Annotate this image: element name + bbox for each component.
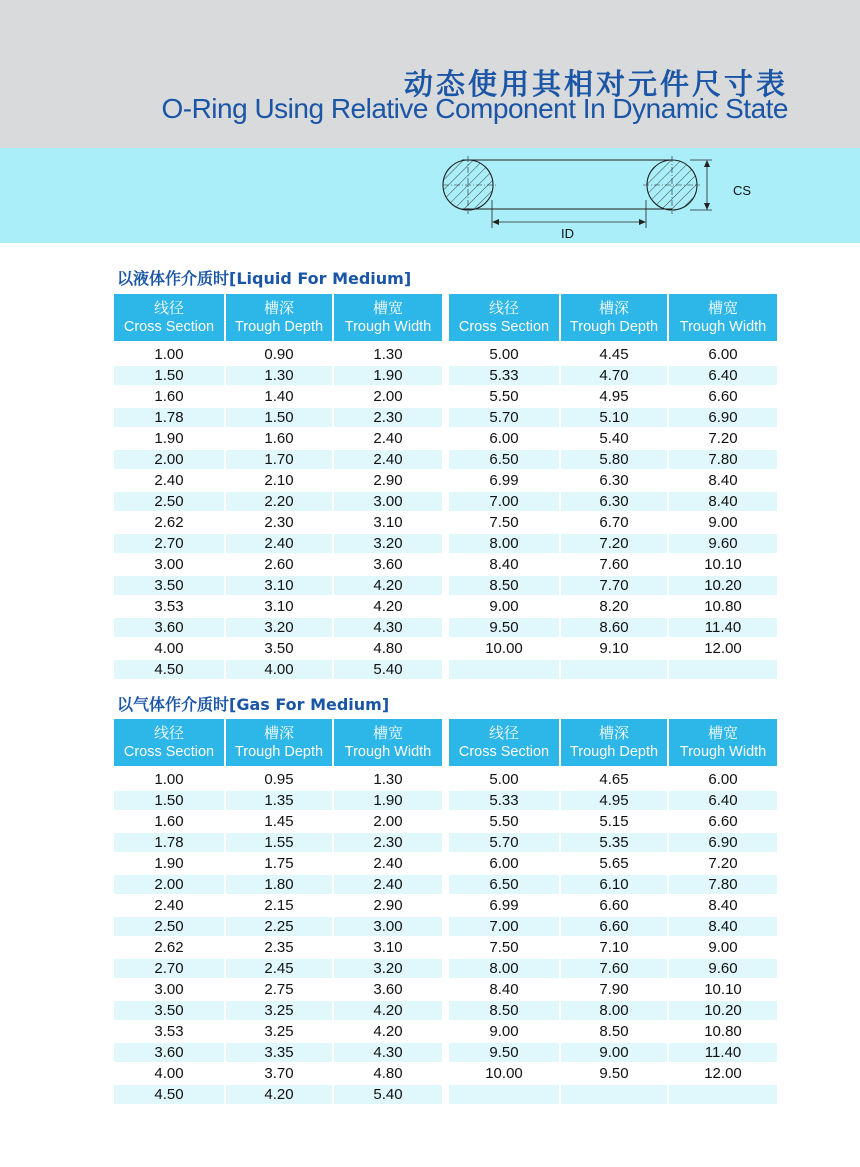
cell-trough-depth: 5.10 [561, 406, 669, 427]
cell-trough-depth: 2.75 [226, 978, 334, 999]
cell-trough-width: 6.90 [669, 831, 777, 852]
cell-trough-width [669, 658, 777, 679]
table-row [449, 873, 777, 894]
cell-cross-section: 3.00 [114, 553, 226, 574]
cell-trough-depth: 2.40 [226, 532, 334, 553]
cell-trough-width: 2.90 [334, 469, 442, 490]
cell-trough-width: 1.30 [334, 766, 442, 789]
cell-cross-section: 8.40 [449, 978, 561, 999]
table-row [114, 511, 442, 532]
table-row [449, 831, 777, 852]
cell-trough-width: 2.00 [334, 385, 442, 406]
id-label: ID [561, 226, 574, 241]
cell-trough-depth: 2.20 [226, 490, 334, 511]
cell-trough-depth: 1.35 [226, 789, 334, 810]
gas-section-title: 以气体作介质时[Gas For Medium] [117, 695, 390, 714]
cell-cross-section: 5.50 [449, 810, 561, 831]
cell-cross-section: 8.00 [449, 957, 561, 978]
cell-cross-section: 7.00 [449, 915, 561, 936]
cell-trough-width: 9.00 [669, 936, 777, 957]
cell-trough-width: 2.40 [334, 427, 442, 448]
page-title-chinese: 动态使用其相对元件尺寸表 [403, 67, 788, 101]
cell-cross-section: 1.60 [114, 810, 226, 831]
cell-cross-section: 2.62 [114, 936, 226, 957]
table-row [114, 341, 442, 364]
table-row [449, 448, 777, 469]
table-row [449, 511, 777, 532]
cell-trough-depth: 8.60 [561, 616, 669, 637]
cell-trough-depth: 3.25 [226, 1020, 334, 1041]
table-row [114, 469, 442, 490]
header-trough-width: 槽宽 Trough Width [669, 294, 777, 341]
table-row [449, 406, 777, 427]
cell-cross-section: 3.50 [114, 999, 226, 1020]
cell-trough-width: 3.00 [334, 490, 442, 511]
table-row [449, 810, 777, 831]
table-row [114, 999, 442, 1020]
table-row [114, 789, 442, 810]
table-row [449, 936, 777, 957]
table-row [449, 915, 777, 936]
cell-trough-width: 9.60 [669, 957, 777, 978]
table-row [114, 810, 442, 831]
header-trough-width: 槽宽 Trough Width [669, 719, 777, 766]
cell-cross-section: 2.62 [114, 511, 226, 532]
cell-trough-depth: 1.75 [226, 852, 334, 873]
cell-trough-depth: 7.60 [561, 553, 669, 574]
table-row [114, 406, 442, 427]
cell-cross-section: 5.33 [449, 364, 561, 385]
cell-trough-width: 3.10 [334, 511, 442, 532]
cell-trough-depth: 9.00 [561, 1041, 669, 1062]
header-trough-depth: 槽深 Trough Depth [226, 294, 334, 341]
cell-cross-section: 4.00 [114, 1062, 226, 1083]
gas-left-table [114, 719, 442, 1104]
cell-trough-width: 2.90 [334, 894, 442, 915]
cell-trough-depth: 1.45 [226, 810, 334, 831]
cell-trough-depth: 1.55 [226, 831, 334, 852]
cell-trough-width: 3.60 [334, 978, 442, 999]
cell-cross-section: 1.00 [114, 766, 226, 789]
cell-trough-depth: 1.70 [226, 448, 334, 469]
cell-cross-section: 6.99 [449, 469, 561, 490]
cell-trough-depth [561, 658, 669, 679]
cell-cross-section: 4.00 [114, 637, 226, 658]
cell-trough-depth: 1.30 [226, 364, 334, 385]
cell-trough-width: 12.00 [669, 637, 777, 658]
cell-trough-depth: 1.40 [226, 385, 334, 406]
cell-trough-depth: 2.25 [226, 915, 334, 936]
cell-trough-width: 1.30 [334, 341, 442, 364]
table-row [449, 637, 777, 658]
cell-trough-width: 8.40 [669, 915, 777, 936]
cell-trough-depth: 6.30 [561, 490, 669, 511]
table-row [449, 595, 777, 616]
cell-trough-depth: 1.80 [226, 873, 334, 894]
cell-cross-section: 10.00 [449, 1062, 561, 1083]
cell-trough-depth: 0.95 [226, 766, 334, 789]
cell-trough-width: 4.20 [334, 999, 442, 1020]
cell-trough-width: 10.20 [669, 574, 777, 595]
cell-trough-depth: 6.70 [561, 511, 669, 532]
cell-trough-depth: 4.65 [561, 766, 669, 789]
cell-cross-section: 1.78 [114, 831, 226, 852]
table-row [114, 936, 442, 957]
cell-cross-section: 3.00 [114, 978, 226, 999]
table-row [449, 469, 777, 490]
cell-trough-depth: 5.80 [561, 448, 669, 469]
cell-trough-depth: 4.95 [561, 789, 669, 810]
table-row [114, 978, 442, 999]
cell-trough-width: 3.20 [334, 532, 442, 553]
table-row [114, 427, 442, 448]
cell-cross-section: 2.50 [114, 490, 226, 511]
cell-cross-section: 2.00 [114, 873, 226, 894]
cell-trough-width: 3.10 [334, 936, 442, 957]
cell-trough-depth: 2.10 [226, 469, 334, 490]
cell-cross-section: 5.00 [449, 766, 561, 789]
cell-cross-section: 3.53 [114, 1020, 226, 1041]
cell-trough-depth: 2.60 [226, 553, 334, 574]
cell-trough-depth: 5.15 [561, 810, 669, 831]
cell-trough-depth: 6.60 [561, 894, 669, 915]
cell-trough-depth: 4.70 [561, 364, 669, 385]
cell-trough-width: 12.00 [669, 1062, 777, 1083]
cell-trough-depth: 8.20 [561, 595, 669, 616]
cell-cross-section: 2.40 [114, 894, 226, 915]
table-row [449, 852, 777, 873]
cell-trough-depth: 4.45 [561, 341, 669, 364]
cell-trough-width: 6.00 [669, 766, 777, 789]
table-row [114, 490, 442, 511]
cell-trough-width: 3.60 [334, 553, 442, 574]
cell-trough-width: 7.20 [669, 852, 777, 873]
cell-trough-depth [561, 1083, 669, 1104]
cell-trough-depth: 4.00 [226, 658, 334, 679]
cell-trough-width: 9.00 [669, 511, 777, 532]
cell-trough-depth: 2.45 [226, 957, 334, 978]
cell-trough-width: 8.40 [669, 469, 777, 490]
cell-cross-section: 1.90 [114, 427, 226, 448]
cell-cross-section: 2.40 [114, 469, 226, 490]
table-row [114, 873, 442, 894]
header-cross-section: 线径 Cross Section [114, 719, 226, 766]
table-row [114, 1083, 442, 1104]
cell-cross-section: 6.00 [449, 427, 561, 448]
cell-trough-depth: 2.35 [226, 936, 334, 957]
cell-cross-section: 7.00 [449, 490, 561, 511]
cell-trough-depth: 3.10 [226, 574, 334, 595]
table-row [114, 532, 442, 553]
table-row [114, 595, 442, 616]
cell-cross-section: 6.50 [449, 873, 561, 894]
cs-label: CS [733, 183, 752, 198]
cell-cross-section: 9.00 [449, 1020, 561, 1041]
cell-trough-width: 10.80 [669, 1020, 777, 1041]
cell-trough-width: 4.80 [334, 1062, 442, 1083]
cell-trough-width: 4.30 [334, 616, 442, 637]
table-row [449, 532, 777, 553]
cell-cross-section: 1.50 [114, 789, 226, 810]
cell-trough-width: 11.40 [669, 616, 777, 637]
table-row [449, 341, 777, 364]
cell-trough-depth: 9.50 [561, 1062, 669, 1083]
cell-cross-section: 7.50 [449, 936, 561, 957]
cell-trough-width [669, 1083, 777, 1104]
cell-cross-section: 9.50 [449, 1041, 561, 1062]
cell-trough-width: 6.60 [669, 810, 777, 831]
cell-trough-width: 10.20 [669, 999, 777, 1020]
cell-trough-depth: 3.25 [226, 999, 334, 1020]
cell-cross-section: 1.78 [114, 406, 226, 427]
cell-trough-width: 6.60 [669, 385, 777, 406]
cell-cross-section: 2.70 [114, 957, 226, 978]
cell-cross-section: 6.50 [449, 448, 561, 469]
cell-trough-width: 6.00 [669, 341, 777, 364]
cell-trough-depth: 5.40 [561, 427, 669, 448]
liquid-section-title: 以液体作介质时[Liquid For Medium] [117, 269, 412, 288]
cell-trough-depth: 0.90 [226, 341, 334, 364]
cell-trough-depth: 3.35 [226, 1041, 334, 1062]
cell-trough-width: 2.40 [334, 448, 442, 469]
cell-cross-section: 8.50 [449, 574, 561, 595]
table-row [449, 1020, 777, 1041]
cell-cross-section: 5.33 [449, 789, 561, 810]
header-trough-width: 槽宽 Trough Width [334, 294, 442, 341]
table-row [114, 1041, 442, 1062]
cell-trough-depth: 7.70 [561, 574, 669, 595]
table-row [114, 637, 442, 658]
cell-trough-width: 2.30 [334, 406, 442, 427]
cell-trough-depth: 3.20 [226, 616, 334, 637]
table-row [449, 1083, 777, 1104]
table-row [449, 574, 777, 595]
cell-trough-width: 4.20 [334, 574, 442, 595]
cell-cross-section [449, 1083, 561, 1104]
cell-cross-section: 1.60 [114, 385, 226, 406]
table-row [114, 852, 442, 873]
table-row [449, 957, 777, 978]
cell-trough-width: 2.00 [334, 810, 442, 831]
cell-cross-section: 4.50 [114, 1083, 226, 1104]
cell-trough-depth: 3.50 [226, 637, 334, 658]
cell-trough-width: 5.40 [334, 658, 442, 679]
cell-trough-width: 7.20 [669, 427, 777, 448]
cell-trough-depth: 4.20 [226, 1083, 334, 1104]
cell-cross-section: 4.50 [114, 658, 226, 679]
cell-trough-width: 10.10 [669, 978, 777, 999]
cell-trough-width: 7.80 [669, 873, 777, 894]
cell-trough-width: 1.90 [334, 789, 442, 810]
table-row [114, 957, 442, 978]
cell-trough-width: 10.10 [669, 553, 777, 574]
table-row [449, 1041, 777, 1062]
table-row [449, 490, 777, 511]
cell-cross-section: 5.70 [449, 406, 561, 427]
liquid-left-table [114, 294, 442, 679]
table-row [449, 1062, 777, 1083]
table-row [114, 831, 442, 852]
table-row [114, 1062, 442, 1083]
cell-trough-depth: 9.10 [561, 637, 669, 658]
cell-trough-depth: 8.50 [561, 1020, 669, 1041]
cell-trough-depth: 8.00 [561, 999, 669, 1020]
table-row [114, 616, 442, 637]
table-row [449, 658, 777, 679]
header-trough-width: 槽宽 Trough Width [334, 719, 442, 766]
liquid-right-table [449, 294, 777, 679]
cell-trough-depth: 6.60 [561, 915, 669, 936]
table-row [449, 978, 777, 999]
cell-trough-depth: 6.10 [561, 873, 669, 894]
cell-trough-width: 8.40 [669, 894, 777, 915]
cell-trough-depth: 1.50 [226, 406, 334, 427]
header-cross-section: 线径 Cross Section [449, 719, 561, 766]
cell-trough-width: 11.40 [669, 1041, 777, 1062]
cell-trough-depth: 7.20 [561, 532, 669, 553]
cell-trough-width: 1.90 [334, 364, 442, 385]
header-band [0, 0, 860, 148]
cell-trough-width: 9.60 [669, 532, 777, 553]
header-cross-section: 线径 Cross Section [449, 294, 561, 341]
cell-trough-width: 7.80 [669, 448, 777, 469]
cell-trough-width: 6.40 [669, 789, 777, 810]
table-row [114, 574, 442, 595]
cell-trough-width: 4.20 [334, 595, 442, 616]
table-row [449, 553, 777, 574]
cell-cross-section: 6.00 [449, 852, 561, 873]
cell-trough-width: 2.40 [334, 852, 442, 873]
cell-cross-section: 5.50 [449, 385, 561, 406]
header-trough-depth: 槽深 Trough Depth [561, 719, 669, 766]
cell-trough-width: 10.80 [669, 595, 777, 616]
cell-trough-width: 8.40 [669, 490, 777, 511]
cell-cross-section: 2.00 [114, 448, 226, 469]
table-row [114, 658, 442, 679]
cell-trough-depth: 5.35 [561, 831, 669, 852]
table-row [449, 427, 777, 448]
cell-cross-section: 1.50 [114, 364, 226, 385]
cell-trough-depth: 6.30 [561, 469, 669, 490]
cell-cross-section: 6.99 [449, 894, 561, 915]
cell-trough-depth: 3.10 [226, 595, 334, 616]
cell-trough-width: 3.20 [334, 957, 442, 978]
cell-cross-section: 1.00 [114, 341, 226, 364]
table-row [114, 364, 442, 385]
cell-cross-section: 8.00 [449, 532, 561, 553]
table-row [114, 915, 442, 936]
cell-trough-depth: 7.90 [561, 978, 669, 999]
cell-trough-depth: 2.30 [226, 511, 334, 532]
cell-trough-depth: 1.60 [226, 427, 334, 448]
cell-cross-section: 9.00 [449, 595, 561, 616]
table-row [449, 385, 777, 406]
cell-cross-section: 5.70 [449, 831, 561, 852]
table-row [449, 789, 777, 810]
cell-cross-section: 9.50 [449, 616, 561, 637]
table-row [449, 616, 777, 637]
cell-cross-section: 3.60 [114, 1041, 226, 1062]
diagram-band [0, 148, 860, 243]
cell-trough-depth: 5.65 [561, 852, 669, 873]
cell-trough-depth: 3.70 [226, 1062, 334, 1083]
cell-trough-width: 4.80 [334, 637, 442, 658]
cell-cross-section: 1.90 [114, 852, 226, 873]
cell-trough-depth: 4.95 [561, 385, 669, 406]
cell-trough-width: 5.40 [334, 1083, 442, 1104]
table-row [114, 766, 442, 789]
gas-right-table [449, 719, 777, 1104]
cell-cross-section: 3.60 [114, 616, 226, 637]
o-ring-cross-section-diagram [0, 148, 860, 243]
table-row [449, 364, 777, 385]
cell-trough-depth: 7.60 [561, 957, 669, 978]
cell-trough-width: 4.30 [334, 1041, 442, 1062]
table-row [449, 894, 777, 915]
cell-trough-depth: 2.15 [226, 894, 334, 915]
cell-cross-section: 10.00 [449, 637, 561, 658]
table-row [114, 448, 442, 469]
cell-cross-section: 8.40 [449, 553, 561, 574]
cell-trough-width: 2.40 [334, 873, 442, 894]
cell-trough-width: 2.30 [334, 831, 442, 852]
cell-trough-width: 6.90 [669, 406, 777, 427]
cell-trough-width: 6.40 [669, 364, 777, 385]
cell-cross-section: 7.50 [449, 511, 561, 532]
cell-cross-section [449, 658, 561, 679]
cell-trough-width: 4.20 [334, 1020, 442, 1041]
table-row [114, 1020, 442, 1041]
table-row [114, 553, 442, 574]
cell-trough-depth: 7.10 [561, 936, 669, 957]
table-row [114, 385, 442, 406]
cell-cross-section: 8.50 [449, 999, 561, 1020]
header-cross-section: 线径 Cross Section [114, 294, 226, 341]
cell-trough-width: 3.00 [334, 915, 442, 936]
table-row [449, 766, 777, 789]
table-row [114, 894, 442, 915]
cell-cross-section: 5.00 [449, 341, 561, 364]
page-title-english: O-Ring Using Relative Component In Dynamic State [161, 93, 788, 124]
cell-cross-section: 3.50 [114, 574, 226, 595]
table-row [449, 999, 777, 1020]
cell-cross-section: 2.50 [114, 915, 226, 936]
cell-cross-section: 3.53 [114, 595, 226, 616]
header-trough-depth: 槽深 Trough Depth [561, 294, 669, 341]
header-trough-depth: 槽深 Trough Depth [226, 719, 334, 766]
cell-cross-section: 2.70 [114, 532, 226, 553]
